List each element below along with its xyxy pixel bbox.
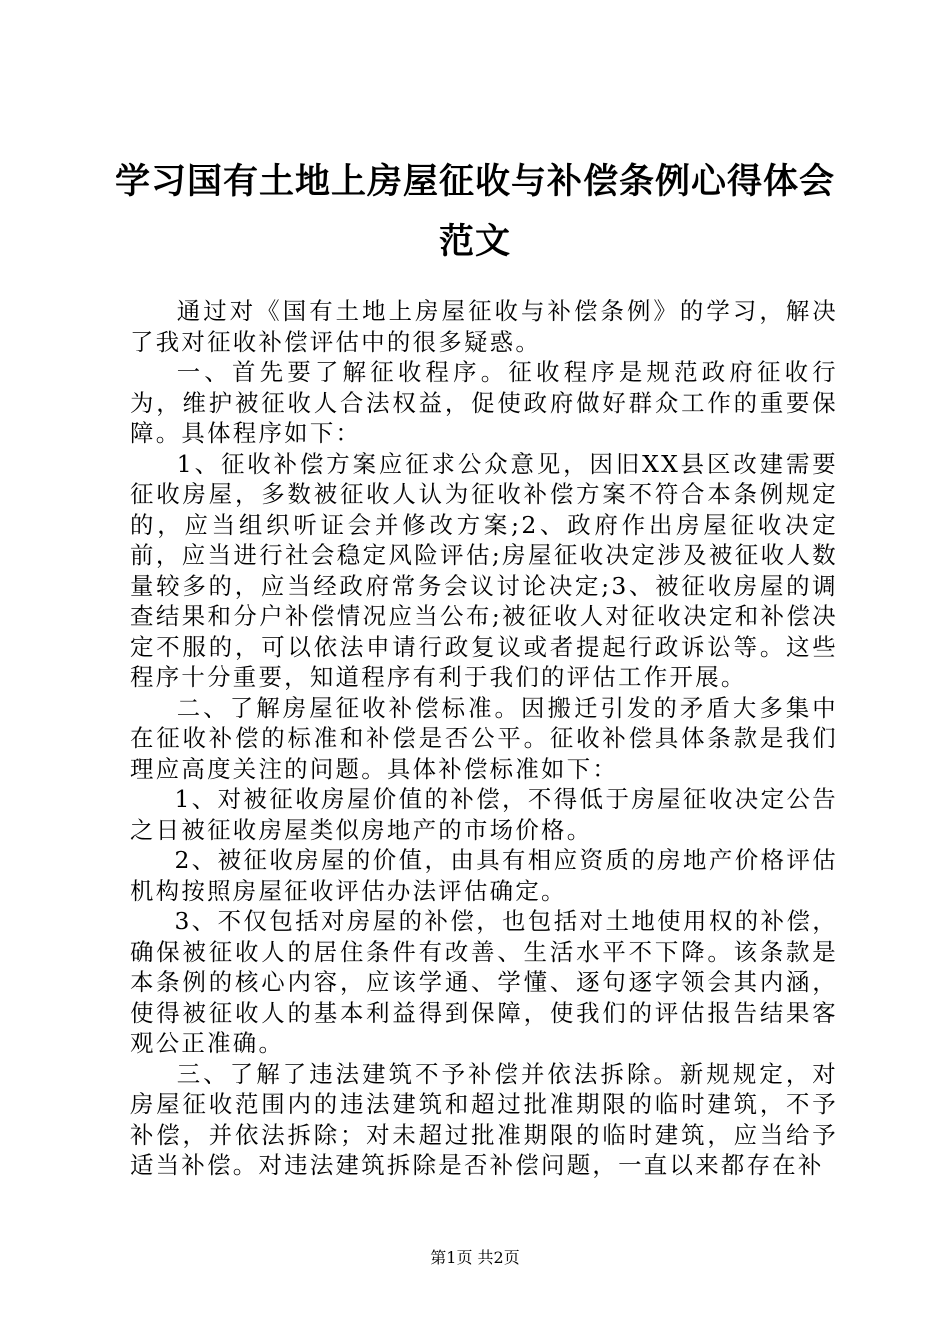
paragraph-procedure: 1、征收补偿方案应征求公众意见，因旧XX县区改建需要征收房屋，多数被征收人认为征收补偿方案不符合本条例规定的，应当组织听证会并修改方案;2、政府作出房屋征收决定前，应当进行社会稳定风险评估;房屋征收决定涉及被征收人数量较多的，应当经政府常务会议讨论决定;3、被征收房屋的调查结果和分户补偿情况应当公布;被征收人对征收决定和补偿决定不服的，可以依法申请行政复议或者提起行政诉讼等。这些程序十分重要，知道程序有利于我们的评估工作开展。 xyxy=(130,449,838,691)
document-body xyxy=(130,296,838,1181)
paragraph-section-2: 二、了解房屋征收补偿标准。因搬迁引发的矛盾大多集中在征收补偿的标准和补偿是否公平。征收补偿具体条款是我们理应高度关注的问题。具体补偿标准如下： xyxy=(130,693,838,783)
paragraph-standard-1: 1、对被征收房屋价值的补偿，不得低于房屋征收决定公告之日被征收房屋类似房地产的市场价格。 xyxy=(130,785,838,844)
page-number-footer: 第1页 共2页 xyxy=(430,1248,520,1267)
paragraph-section-3: 三、了解了违法建筑不予补偿并依法拆除。新规规定，对房屋征收范围内的违法建筑和超过批准期限的临时建筑，不予补偿，并依法拆除；对未超过批准期限的临时建筑，应当给予适当补偿。对违法建筑拆除是否补偿问题，一直以来都存在补 xyxy=(130,1059,838,1179)
paragraph-intro: 通过对《国有土地上房屋征收与补偿条例》的学习，解决了我对征收补偿评估中的很多疑惑。 xyxy=(130,297,838,356)
paragraph-standard-3: 3、不仅包括对房屋的补偿，也包括对土地使用权的补偿，确保被征收人的居住条件有改善、生活水平不下降。该条款是本条例的核心内容，应该学通、学懂、逐句逐字领会其内涵，使得被征收人的基本利益得到保障，使我们的评估报告结果客观公正准确。 xyxy=(130,907,838,1057)
paragraph-section-1: 一、首先要了解征收程序。征收程序是规范政府征收行为，维护被征收人合法权益，促使政府做好群众工作的重要保障。具体程序如下： xyxy=(130,358,838,447)
paragraph-standard-2: 2、被征收房屋的价值，由具有相应资质的房地产价格评估机构按照房屋征收评估办法评估确定。 xyxy=(130,846,838,905)
document-title-line1: 学习国有土地上房屋征收与补偿条例心得体会 xyxy=(114,161,835,202)
document-title-line2: 范文 xyxy=(438,221,511,262)
